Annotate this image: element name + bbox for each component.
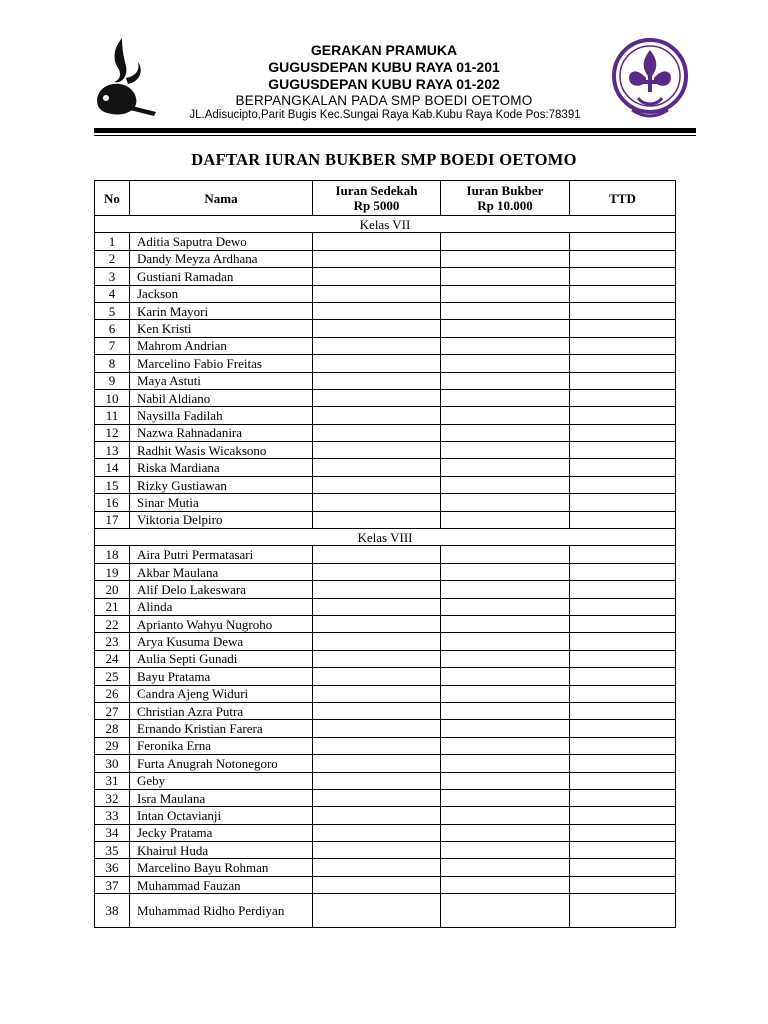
bukber-cell[interactable] <box>441 633 570 650</box>
table-row <box>95 702 676 719</box>
signature-cell[interactable] <box>570 737 676 754</box>
signature-cell[interactable] <box>570 268 676 285</box>
sedekah-cell[interactable] <box>313 737 441 754</box>
student-name: Aprianto Wahyu Nugroho <box>130 615 313 632</box>
signature-cell[interactable] <box>570 581 676 598</box>
sedekah-cell[interactable] <box>313 268 441 285</box>
bukber-cell[interactable] <box>441 772 570 789</box>
signature-cell[interactable] <box>570 876 676 893</box>
student-name: Christian Azra Putra <box>130 702 313 719</box>
sedekah-cell[interactable] <box>313 772 441 789</box>
sedekah-cell[interactable] <box>313 668 441 685</box>
table-row <box>95 807 676 824</box>
bukber-cell[interactable] <box>441 372 570 389</box>
header-rule-thin <box>94 135 696 136</box>
table-row <box>95 511 676 528</box>
student-name: Muhammad Fauzan <box>130 876 313 893</box>
student-name: Marcelino Bayu Rohman <box>130 859 313 876</box>
signature-cell[interactable] <box>570 824 676 841</box>
section-label: Kelas VII <box>95 216 676 233</box>
signature-cell[interactable] <box>570 355 676 372</box>
sedekah-cell[interactable] <box>313 302 441 319</box>
table-row <box>95 598 676 615</box>
contribution-table <box>94 180 676 928</box>
base-school: BERPANGKALAN PADA SMP BOEDI OETOMO <box>235 93 533 108</box>
row-number: 13 <box>95 442 130 459</box>
sedekah-cell[interactable] <box>313 615 441 632</box>
col-header-bukber <box>441 181 570 216</box>
sedekah-cell[interactable] <box>313 685 441 702</box>
row-number: 12 <box>95 424 130 441</box>
student-name: Aira Putri Permatasari <box>130 546 313 563</box>
bukber-cell[interactable] <box>441 511 570 528</box>
table-row <box>95 668 676 685</box>
row-number: 4 <box>95 285 130 302</box>
signature-cell[interactable] <box>570 894 676 928</box>
row-number: 30 <box>95 755 130 772</box>
row-number: 16 <box>95 494 130 511</box>
table-row <box>95 894 676 928</box>
signature-cell[interactable] <box>570 789 676 806</box>
signature-cell[interactable] <box>570 233 676 250</box>
row-number: 34 <box>95 824 130 841</box>
row-number: 33 <box>95 807 130 824</box>
signature-cell[interactable] <box>570 702 676 719</box>
student-name: Viktoria Delpiro <box>130 511 313 528</box>
row-number: 25 <box>95 668 130 685</box>
row-number: 19 <box>95 563 130 580</box>
student-name: Isra Maulana <box>130 789 313 806</box>
sedekah-cell[interactable] <box>313 894 441 928</box>
sedekah-cell[interactable] <box>313 702 441 719</box>
bukber-cell[interactable] <box>441 737 570 754</box>
bukber-cell[interactable] <box>441 755 570 772</box>
signature-cell[interactable] <box>570 250 676 267</box>
row-number: 1 <box>95 233 130 250</box>
row-number: 26 <box>95 685 130 702</box>
signature-cell[interactable] <box>570 285 676 302</box>
signature-cell[interactable] <box>570 668 676 685</box>
row-number: 15 <box>95 476 130 493</box>
signature-cell[interactable] <box>570 842 676 859</box>
bukber-cell[interactable] <box>441 807 570 824</box>
student-name: Nabil Aldiano <box>130 389 313 406</box>
signature-cell[interactable] <box>570 320 676 337</box>
table-row <box>95 302 676 319</box>
signature-cell[interactable] <box>570 494 676 511</box>
row-number: 18 <box>95 546 130 563</box>
bukber-cell[interactable] <box>441 894 570 928</box>
student-name: Riska Mardiana <box>130 459 313 476</box>
signature-cell[interactable] <box>570 633 676 650</box>
student-name: Maya Astuti <box>130 372 313 389</box>
student-name: Marcelino Fabio Freitas <box>130 355 313 372</box>
sedekah-cell[interactable] <box>313 789 441 806</box>
table-row <box>95 233 676 250</box>
row-number: 28 <box>95 720 130 737</box>
col-header-bukber-label: Iuran Bukber <box>466 183 544 198</box>
sedekah-cell[interactable] <box>313 337 441 354</box>
table-row <box>95 407 676 424</box>
table-row <box>95 755 676 772</box>
col-header-sedekah-amount: Rp 5000 <box>353 198 400 213</box>
table-row <box>95 876 676 893</box>
bukber-cell[interactable] <box>441 789 570 806</box>
sedekah-cell[interactable] <box>313 633 441 650</box>
table-row <box>95 772 676 789</box>
student-name: Intan Octavianji <box>130 807 313 824</box>
bukber-cell[interactable] <box>441 650 570 667</box>
student-name: Bayu Pratama <box>130 668 313 685</box>
sedekah-cell[interactable] <box>313 581 441 598</box>
student-name: Aditia Saputra Dewo <box>130 233 313 250</box>
row-number: 6 <box>95 320 130 337</box>
signature-cell[interactable] <box>570 442 676 459</box>
sedekah-cell[interactable] <box>313 389 441 406</box>
student-name: Rizky Gustiawan <box>130 476 313 493</box>
row-number: 27 <box>95 702 130 719</box>
row-number: 24 <box>95 650 130 667</box>
scout-emblem <box>608 36 692 122</box>
table-row <box>95 268 676 285</box>
bukber-cell[interactable] <box>441 563 570 580</box>
table-row <box>95 685 676 702</box>
col-header-bukber-amount: Rp 10.000 <box>477 198 533 213</box>
sedekah-cell[interactable] <box>313 407 441 424</box>
signature-cell[interactable] <box>570 424 676 441</box>
table-row <box>95 476 676 493</box>
section-row <box>95 216 676 233</box>
bukber-cell[interactable] <box>441 876 570 893</box>
table-row <box>95 424 676 441</box>
document-title: DAFTAR IURAN BUKBER SMP BOEDI OETOMO <box>191 150 577 169</box>
bukber-cell[interactable] <box>441 859 570 876</box>
row-number: 36 <box>95 859 130 876</box>
sedekah-cell[interactable] <box>313 372 441 389</box>
signature-cell[interactable] <box>570 615 676 632</box>
row-number: 3 <box>95 268 130 285</box>
signature-cell[interactable] <box>570 511 676 528</box>
bukber-cell[interactable] <box>441 546 570 563</box>
row-number: 22 <box>95 615 130 632</box>
row-number: 10 <box>95 389 130 406</box>
signature-cell[interactable] <box>570 755 676 772</box>
sedekah-cell[interactable] <box>313 859 441 876</box>
bukber-cell[interactable] <box>441 442 570 459</box>
student-name: Feronika Erna <box>130 737 313 754</box>
table-row <box>95 372 676 389</box>
bukber-cell[interactable] <box>441 337 570 354</box>
table-row <box>95 581 676 598</box>
sedekah-cell[interactable] <box>313 807 441 824</box>
table-row <box>95 563 676 580</box>
student-name: Furta Anugrah Notonegoro <box>130 755 313 772</box>
table-row <box>95 650 676 667</box>
bukber-cell[interactable] <box>441 407 570 424</box>
student-name: Muhammad Ridho Perdiyan <box>130 894 313 928</box>
signature-cell[interactable] <box>570 337 676 354</box>
sedekah-cell[interactable] <box>313 442 441 459</box>
row-number: 7 <box>95 337 130 354</box>
bukber-cell[interactable] <box>441 285 570 302</box>
table-row <box>95 355 676 372</box>
bukber-cell[interactable] <box>441 668 570 685</box>
student-name: Ernando Kristian Farera <box>130 720 313 737</box>
sedekah-cell[interactable] <box>313 285 441 302</box>
table-row <box>95 389 676 406</box>
table-row <box>95 459 676 476</box>
row-number: 2 <box>95 250 130 267</box>
table-row <box>95 337 676 354</box>
student-name: Arya Kusuma Dewa <box>130 633 313 650</box>
student-name: Candra Ajeng Widuri <box>130 685 313 702</box>
row-number: 23 <box>95 633 130 650</box>
row-number: 31 <box>95 772 130 789</box>
bukber-cell[interactable] <box>441 842 570 859</box>
signature-cell[interactable] <box>570 372 676 389</box>
student-name: Radhit Wasis Wicaksono <box>130 442 313 459</box>
sedekah-cell[interactable] <box>313 511 441 528</box>
row-number: 9 <box>95 372 130 389</box>
student-name: Ken Kristi <box>130 320 313 337</box>
sedekah-cell[interactable] <box>313 424 441 441</box>
student-name: Geby <box>130 772 313 789</box>
unit-name-1: GUGUSDEPAN KUBU RAYA 01-201 <box>268 59 500 75</box>
student-name: Mahrom Andrian <box>130 337 313 354</box>
table-row <box>95 442 676 459</box>
sedekah-cell[interactable] <box>313 320 441 337</box>
sedekah-cell[interactable] <box>313 755 441 772</box>
table-row <box>95 824 676 841</box>
student-name: Akbar Maulana <box>130 563 313 580</box>
table-row <box>95 546 676 563</box>
signature-cell[interactable] <box>570 546 676 563</box>
table-row <box>95 720 676 737</box>
bukber-cell[interactable] <box>441 476 570 493</box>
signature-cell[interactable] <box>570 389 676 406</box>
bukber-cell[interactable] <box>441 494 570 511</box>
signature-cell[interactable] <box>570 772 676 789</box>
row-number: 20 <box>95 581 130 598</box>
table-row <box>95 250 676 267</box>
bukber-cell[interactable] <box>441 581 570 598</box>
bukber-cell[interactable] <box>441 389 570 406</box>
col-header-ttd: TTD <box>570 181 676 216</box>
student-name: Jackson <box>130 285 313 302</box>
unit-name-2: GUGUSDEPAN KUBU RAYA 01-202 <box>268 76 500 92</box>
signature-cell[interactable] <box>570 650 676 667</box>
sedekah-cell[interactable] <box>313 720 441 737</box>
bukber-cell[interactable] <box>441 720 570 737</box>
signature-cell[interactable] <box>570 859 676 876</box>
bukber-cell[interactable] <box>441 459 570 476</box>
sedekah-cell[interactable] <box>313 650 441 667</box>
bukber-cell[interactable] <box>441 424 570 441</box>
section-label: Kelas VIII <box>95 529 676 546</box>
table-row <box>95 789 676 806</box>
bukber-cell[interactable] <box>441 355 570 372</box>
sedekah-cell[interactable] <box>313 876 441 893</box>
col-header-sedekah <box>313 181 441 216</box>
student-name: Sinar Mutia <box>130 494 313 511</box>
student-name: Jecky Pratama <box>130 824 313 841</box>
sedekah-cell[interactable] <box>313 546 441 563</box>
sedekah-cell[interactable] <box>313 494 441 511</box>
col-header-no: No <box>95 181 130 216</box>
col-header-name: Nama <box>130 181 313 216</box>
signature-cell[interactable] <box>570 598 676 615</box>
bukber-cell[interactable] <box>441 824 570 841</box>
table-row <box>95 494 676 511</box>
signature-cell[interactable] <box>570 685 676 702</box>
student-name: Alinda <box>130 598 313 615</box>
row-number: 35 <box>95 842 130 859</box>
bukber-cell[interactable] <box>441 320 570 337</box>
student-name: Naysilla Fadilah <box>130 407 313 424</box>
student-name: Khairul Huda <box>130 842 313 859</box>
bukber-cell[interactable] <box>441 615 570 632</box>
section-row <box>95 529 676 546</box>
sedekah-cell[interactable] <box>313 250 441 267</box>
signature-cell[interactable] <box>570 302 676 319</box>
row-number: 32 <box>95 789 130 806</box>
bukber-cell[interactable] <box>441 250 570 267</box>
sedekah-cell[interactable] <box>313 563 441 580</box>
table-row <box>95 285 676 302</box>
student-name: Alif Delo Lakeswara <box>130 581 313 598</box>
bukber-cell[interactable] <box>441 598 570 615</box>
sedekah-cell[interactable] <box>313 355 441 372</box>
row-number: 17 <box>95 511 130 528</box>
table-row <box>95 615 676 632</box>
sedekah-cell[interactable] <box>313 233 441 250</box>
signature-cell[interactable] <box>570 459 676 476</box>
row-number: 29 <box>95 737 130 754</box>
signature-cell[interactable] <box>570 807 676 824</box>
row-number: 38 <box>95 894 130 928</box>
table-row <box>95 633 676 650</box>
table-row <box>95 737 676 754</box>
signature-cell[interactable] <box>570 476 676 493</box>
student-name: Aulia Septi Gunadi <box>130 650 313 667</box>
table-row <box>95 842 676 859</box>
table-row <box>95 320 676 337</box>
bukber-cell[interactable] <box>441 268 570 285</box>
address: JL.Adisucipto,Parit Bugis Kec.Sungai Raya Kab.Kubu Raya Kode Pos:78391 <box>189 109 581 121</box>
sedekah-cell[interactable] <box>313 476 441 493</box>
bukber-cell[interactable] <box>441 685 570 702</box>
signature-cell[interactable] <box>570 563 676 580</box>
org-name: GERAKAN PRAMUKA <box>310 42 458 58</box>
row-number: 5 <box>95 302 130 319</box>
table-row <box>95 859 676 876</box>
bukber-cell[interactable] <box>441 702 570 719</box>
sedekah-cell[interactable] <box>313 824 441 841</box>
row-number: 11 <box>95 407 130 424</box>
signature-cell[interactable] <box>570 407 676 424</box>
student-name: Karin Mayori <box>130 302 313 319</box>
bukber-cell[interactable] <box>441 233 570 250</box>
row-number: 8 <box>95 355 130 372</box>
letterhead <box>0 0 768 140</box>
student-name: Gustiani Ramadan <box>130 268 313 285</box>
sedekah-cell[interactable] <box>313 842 441 859</box>
row-number: 37 <box>95 876 130 893</box>
student-name: Dandy Meyza Ardhana <box>130 250 313 267</box>
signature-cell[interactable] <box>570 720 676 737</box>
row-number: 21 <box>95 598 130 615</box>
header-rule-thick <box>94 128 696 133</box>
table-header-row <box>95 181 676 216</box>
sedekah-cell[interactable] <box>313 598 441 615</box>
sedekah-cell[interactable] <box>313 459 441 476</box>
col-header-sedekah-label: Iuran Sedekah <box>335 183 418 198</box>
bukber-cell[interactable] <box>441 302 570 319</box>
row-number: 14 <box>95 459 130 476</box>
student-name: Nazwa Rahnadanira <box>130 424 313 441</box>
